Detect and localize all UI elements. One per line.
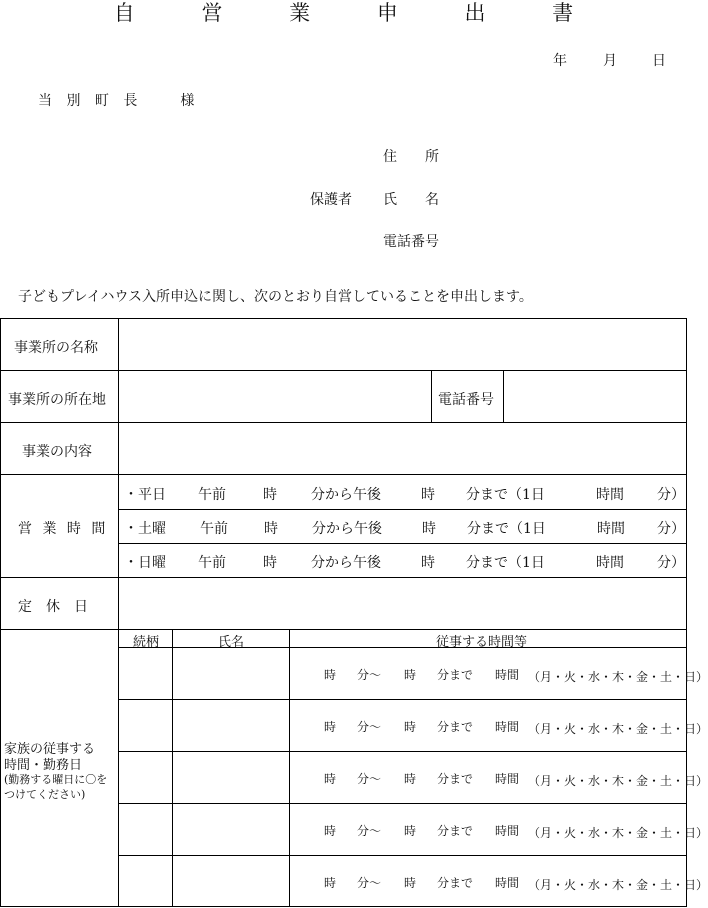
family-total-hours: 時間 bbox=[495, 772, 520, 786]
family-relation-field[interactable] bbox=[119, 856, 172, 907]
family-hour-start: 時 bbox=[324, 720, 337, 734]
holiday-label: 定 休 日 bbox=[18, 599, 88, 615]
family-total-hours: 時間 bbox=[495, 668, 520, 682]
hours-min2: 分まで（1日 bbox=[466, 555, 545, 571]
family-hour-start: 時 bbox=[324, 668, 337, 682]
hours-total-min: 分） bbox=[657, 555, 685, 571]
family-min-end: 分まで bbox=[437, 668, 474, 682]
hours-total-min: 分） bbox=[657, 487, 685, 503]
business-name-field[interactable] bbox=[119, 319, 686, 370]
hours-total-min: 分） bbox=[657, 521, 685, 537]
date-day-label: 日 bbox=[652, 53, 666, 69]
hours-am: 午前 bbox=[200, 521, 228, 537]
family-total-hours: 時間 bbox=[495, 824, 520, 838]
hours-am: 午前 bbox=[198, 487, 226, 503]
family-hour-end: 時 bbox=[404, 824, 417, 838]
family-name-field[interactable] bbox=[173, 804, 289, 855]
family-name-field[interactable] bbox=[173, 856, 289, 907]
hours-am: 午前 bbox=[198, 555, 226, 571]
family-min-start: 分～ bbox=[357, 824, 382, 838]
family-relation-field[interactable] bbox=[119, 648, 172, 699]
business-content-label: 事業の内容 bbox=[22, 444, 92, 460]
family-weekdays: （月・火・水・木・金・土・日） bbox=[528, 670, 708, 684]
business-hours-label: 営 業 時 間 bbox=[18, 521, 109, 537]
page-title: 自 営 業 申 出 書 bbox=[113, 1, 604, 25]
date-month-label: 月 bbox=[603, 53, 617, 69]
hours-total-hour: 時間 bbox=[596, 555, 624, 571]
hours-min2: 分まで（1日 bbox=[466, 487, 545, 503]
family-hour-start: 時 bbox=[324, 876, 337, 890]
family-relation-field[interactable] bbox=[119, 700, 172, 751]
col-name-header: 氏名 bbox=[218, 635, 245, 650]
applicant-phone-label: 電話番号 bbox=[383, 234, 439, 250]
family-min-start: 分～ bbox=[357, 772, 382, 786]
hours-hour2: 時 bbox=[422, 521, 436, 537]
family-weekdays: （月・火・水・木・金・土・日） bbox=[528, 774, 708, 788]
addressee: 当 別 町 長 様 bbox=[38, 93, 200, 109]
hours-min2: 分まで（1日 bbox=[467, 521, 546, 537]
family-min-end: 分まで bbox=[437, 824, 474, 838]
hours-day: ・土曜 bbox=[124, 521, 166, 537]
family-total-hours: 時間 bbox=[495, 876, 520, 890]
holiday-field[interactable] bbox=[119, 578, 686, 629]
hours-min1-pm: 分から午後 bbox=[312, 521, 382, 537]
business-address-field[interactable] bbox=[119, 371, 431, 422]
hours-hour2: 時 bbox=[421, 487, 435, 503]
family-min-end: 分まで bbox=[437, 772, 474, 786]
family-min-start: 分～ bbox=[357, 668, 382, 682]
family-hour-end: 時 bbox=[404, 876, 417, 890]
family-hour-end: 時 bbox=[404, 668, 417, 682]
family-relation-field[interactable] bbox=[119, 804, 172, 855]
family-weekdays: （月・火・水・木・金・土・日） bbox=[528, 826, 708, 840]
col-relation-header: 続柄 bbox=[133, 635, 160, 650]
family-name-field[interactable] bbox=[173, 648, 289, 699]
family-hour-end: 時 bbox=[404, 720, 417, 734]
business-content-field[interactable] bbox=[119, 423, 686, 474]
family-min-start: 分～ bbox=[357, 720, 382, 734]
applicant-name-label: 氏 名 bbox=[383, 192, 439, 208]
hours-day: ・平日 bbox=[124, 487, 166, 503]
family-min-start: 分～ bbox=[357, 876, 382, 890]
hours-hour2: 時 bbox=[421, 555, 435, 571]
family-name-field[interactable] bbox=[173, 752, 289, 803]
family-label-line3: (勤務する曜日に〇を bbox=[4, 773, 108, 786]
family-label-line4: つけてください) bbox=[4, 788, 86, 801]
business-address-label: 事業所の所在地 bbox=[8, 392, 106, 408]
hours-hour1: 時 bbox=[264, 521, 278, 537]
hours-min1-pm: 分から午後 bbox=[311, 555, 381, 571]
family-relation-field[interactable] bbox=[119, 752, 172, 803]
date-year-label: 年 bbox=[553, 53, 567, 69]
family-total-hours: 時間 bbox=[495, 720, 520, 734]
applicant-guardian-label: 保護者 bbox=[310, 192, 352, 208]
applicant-address-label: 住 所 bbox=[383, 149, 439, 165]
family-weekdays: （月・火・水・木・金・土・日） bbox=[528, 722, 708, 736]
family-hour-start: 時 bbox=[324, 824, 337, 838]
intro-statement: 子どもプレイハウス入所申込に関し、次のとおり自営していることを申出します。 bbox=[18, 289, 533, 305]
family-min-end: 分まで bbox=[437, 720, 474, 734]
family-min-end: 分まで bbox=[437, 876, 474, 890]
hours-total-hour: 時間 bbox=[597, 521, 625, 537]
family-name-field[interactable] bbox=[173, 700, 289, 751]
family-label-line1: 家族の従事する bbox=[4, 742, 96, 757]
hours-hour1: 時 bbox=[263, 487, 277, 503]
business-phone-label: 電話番号 bbox=[438, 392, 494, 408]
hours-total-hour: 時間 bbox=[596, 487, 624, 503]
family-label-line2: 時間・勤務日 bbox=[4, 758, 83, 773]
col-hours-header: 従事する時間等 bbox=[436, 635, 528, 650]
hours-min1-pm: 分から午後 bbox=[311, 487, 381, 503]
business-phone-field[interactable] bbox=[504, 371, 686, 422]
family-hour-start: 時 bbox=[324, 772, 337, 786]
family-weekdays: （月・火・水・木・金・土・日） bbox=[528, 878, 708, 892]
hours-hour1: 時 bbox=[263, 555, 277, 571]
business-name-label: 事業所の名称 bbox=[14, 340, 98, 356]
family-hour-end: 時 bbox=[404, 772, 417, 786]
hours-day: ・日曜 bbox=[124, 555, 166, 571]
